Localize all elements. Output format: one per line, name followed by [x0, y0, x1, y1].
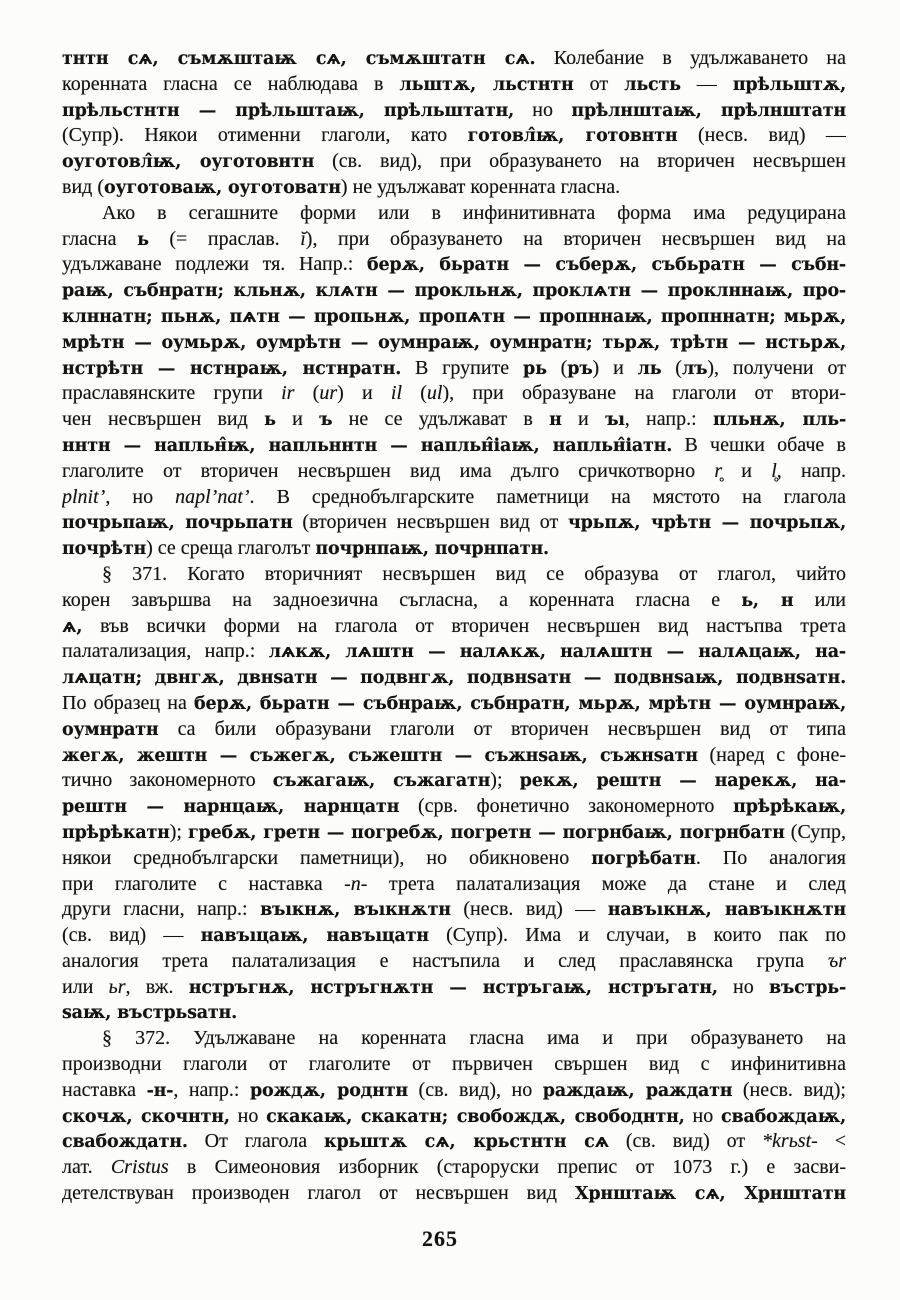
ocs-text: льсть: [624, 74, 681, 95]
body-text: § 372. Удължаване на коренната гласна има и при образуването на: [102, 1027, 846, 1050]
text-line: [62, 1026, 846, 1052]
italic-text: Cristus: [110, 1156, 169, 1179]
ocs-text: въıкнѫ, въıкнѫтн: [260, 900, 451, 921]
ocs-text: въстрь-: [768, 977, 846, 998]
body-text: корен завършва на задноезична съгласна, а коренната гласна е: [62, 588, 742, 611]
ocs-text: нстрѣтн — нстнраѭ, нстнратн.: [62, 358, 402, 379]
text-line: [62, 149, 846, 175]
body-text: ) не удължават коренната гласна.: [340, 175, 621, 198]
text-line: [62, 846, 846, 872]
text-line: [62, 665, 846, 691]
ocs-text: съжагаѭ, съжагатн: [272, 771, 491, 792]
body-text: ), при образуване на глаголи от втори-: [442, 382, 846, 405]
body-text: в Симеоновия изборник (староруски препис от 1073 г.) е засви-: [168, 1156, 846, 1179]
body-text: но: [717, 975, 769, 998]
ocs-text: пльнѫ, пль-: [712, 410, 846, 431]
body-text: , вж.: [125, 975, 189, 998]
body-text: (несв. вид);: [732, 1078, 846, 1101]
body-text: . По аналогия: [695, 846, 846, 869]
body-text: (наред с фоне-: [697, 743, 846, 766]
ocs-text: ѧ,: [62, 616, 83, 637]
ocs-text: лѧкѫ, лѧштн — налѧкѫ, налѧштн — налѧцаѭ, на-: [268, 642, 846, 663]
body-text: праславянските групи: [62, 382, 282, 405]
body-text: трета палатализация може да стане и след: [367, 872, 846, 895]
body-text: и: [561, 408, 606, 431]
ocs-text: ь: [137, 229, 149, 250]
ocs-text: нстръгнѫ, нстръгнѫтн — нстръгаѭ, нстръгатн,: [188, 977, 718, 998]
ocs-text: лъ: [681, 358, 708, 379]
text-line: [62, 175, 846, 201]
ocs-text: рештн — нарнцаѭ, нарнцатн: [62, 797, 400, 818]
ocs-text: гребѫ, гретн — погребѫ, погретн — погрнбаѭ, погрнбатн: [187, 822, 785, 843]
body-text: В групите: [401, 356, 524, 379]
text-line: [62, 536, 846, 562]
text-line: [62, 510, 846, 536]
ocs-text: прѣрѣкатн: [62, 822, 170, 843]
body-text: аналогия трета палатализация е настъпила и след праславянска група: [62, 949, 828, 972]
text-line: [62, 897, 846, 923]
body-text: удължаване подлежи тя. Напр.:: [62, 253, 367, 276]
ocs-text: ь: [264, 410, 276, 431]
ocs-text: почрьпаѭ, почрьпатн: [62, 513, 293, 534]
text-line: [62, 639, 846, 665]
italic-text: l̥: [771, 459, 777, 482]
body-text: от: [573, 72, 625, 95]
ocs-text: ъı: [605, 410, 625, 431]
body-text: и: [275, 408, 320, 431]
body-text: коренната гласна се наблюдава в: [62, 72, 400, 95]
ocs-text: оуготовл̂ѭ, оуготовнтн: [62, 152, 315, 173]
body-text: други гласни, напр.:: [62, 898, 261, 921]
body-text: (Супр). Някои отименни глаголи, като: [62, 124, 468, 147]
ocs-text: берѫ, бьратн — съберѫ, събьратн — събн-: [366, 255, 846, 276]
text-line: [62, 717, 846, 743]
text-line: [62, 975, 846, 1001]
body-text: В чешки обаче в: [672, 433, 846, 456]
text-line: [62, 743, 846, 769]
body-text: ), при образуването на вторичен несвършен вид на: [305, 227, 846, 250]
italic-text: ul: [426, 382, 443, 405]
ocs-text: рекѫ, рештн — нарекѫ, на-: [519, 771, 846, 792]
ocs-text: мрѣтн — оумьрѫ, оумрѣтн — оумнраѭ, оумнратн; тьрѫ, трѣтн — нстьрѫ,: [62, 332, 846, 353]
body-text: но: [513, 98, 572, 121]
ocs-text: ль: [637, 358, 662, 379]
ocs-text: прѣльштѫ,: [732, 74, 846, 95]
italic-text: -n-: [344, 872, 368, 895]
ocs-text: жегѫ, жештн — съжегѫ, съжештн — съжнѕаѭ, съжнѕатн: [62, 745, 698, 766]
body-text: или: [793, 588, 846, 611]
ocs-text: прѣльстнтн — прѣльштаѭ, прѣльштатн,: [62, 100, 514, 121]
ocs-text: скакаѭ, скакатн; свобождѫ, свободнтн,: [266, 1106, 685, 1127]
italic-text: ъr: [827, 949, 846, 972]
italic-text: *krьst-: [762, 1130, 818, 1153]
text-line: [62, 1052, 846, 1078]
text-line: [62, 485, 846, 511]
body-text: ), получени от: [707, 356, 846, 379]
body-text: Ако в сегашните форми или в инфинитивната форма има редуцирана: [102, 201, 846, 224]
text-line: [62, 1129, 846, 1155]
body-text: тично закономерното: [62, 769, 273, 792]
body-text: , напр.:: [173, 1078, 250, 1101]
body-text: (Супр). Има и случаи, в които пак по: [428, 924, 846, 947]
body-text: (вторичен несвършен вид от: [292, 511, 568, 534]
body-text: (Супр,: [784, 820, 846, 843]
text-line: [62, 1000, 846, 1026]
text-line: [62, 72, 846, 98]
body-text: § 371. Когато вторичният несвършен вид се образува от глагол, чийто: [102, 562, 846, 585]
ocs-text: почрѣтн: [62, 539, 147, 560]
ocs-text: чрьпѫ, чрѣтн — почрьпѫ,: [568, 513, 846, 534]
text-line: [62, 691, 846, 717]
ocs-text: навъıкнѫ, навъıкнѫтн: [607, 900, 846, 921]
text-line: [62, 407, 846, 433]
text-line: [62, 98, 846, 124]
body-text: при глаголите с наставка: [62, 872, 345, 895]
body-text: . В среднобългарските паметници на мястото на глагола: [249, 485, 846, 508]
body-text: (: [661, 356, 682, 379]
text-line: [62, 433, 846, 459]
text-line: [62, 46, 846, 72]
ocs-text: Хрнштаѭ сѧ, Хрнштатн: [574, 1184, 846, 1205]
body-text: (: [546, 356, 568, 379]
ocs-text: погрѣбатн: [591, 848, 696, 869]
ocs-text: ръ: [567, 358, 593, 379]
body-text: производни глаголи от глаголите от първичен свършен вид с инфинитивна: [62, 1053, 846, 1076]
ocs-text: почрнпаѭ, почрнпатн.: [315, 539, 549, 560]
body-text: От глагола: [187, 1130, 324, 1153]
ocs-text: свабождатн.: [62, 1132, 188, 1153]
text-line: [62, 278, 846, 304]
body-text: ) и: [337, 382, 391, 405]
body-text: (: [402, 382, 427, 405]
text-line: [62, 1181, 846, 1207]
text-line: [62, 252, 846, 278]
body-text: ) и: [592, 356, 638, 379]
body-text: (срв. фонетично закономерното: [399, 795, 734, 818]
ocs-text: клннатн; пьнѫ, пѧтн — пропьнѫ, пропѧтн — пропннаѭ, пропннатн; мьрѫ,: [62, 306, 846, 327]
text-line: [62, 123, 846, 149]
ocs-text: ъ: [319, 410, 333, 431]
ocs-text: прѣрѣкаѭ,: [733, 797, 846, 818]
ocs-text: берѫ, бьратн — събнраѭ, събнратн, мьрѫ, мрѣтн — оумнраѭ,: [194, 693, 846, 714]
italic-text: r̥: [714, 459, 723, 482]
body-text: , напр.: [776, 459, 846, 482]
text-line: [62, 562, 846, 588]
italic-text: il: [390, 382, 403, 405]
ocs-text: ь, н: [741, 590, 794, 611]
text-line: [62, 381, 846, 407]
body-text: във всички форми на глагола от вторичен несвършен вид настъпва трета: [82, 614, 846, 637]
text-line: [62, 588, 846, 614]
body-text: но: [684, 1104, 722, 1127]
text-line: [62, 872, 846, 898]
text-line: [62, 330, 846, 356]
ocs-text: оуготоваѭ, оуготоватн: [103, 177, 341, 198]
text-line: [62, 201, 846, 227]
ocs-text: тнтн сѧ, съмѫштаѭ сѧ, съмѫштатн сѧ.: [62, 49, 536, 69]
ocs-text: готовл̂ѭ, готовнтн: [467, 126, 678, 147]
body-text: , напр.:: [624, 408, 713, 431]
body-text: (= праслав.: [148, 227, 301, 250]
text-line: [62, 949, 846, 975]
italic-text: ьr: [108, 975, 126, 998]
page-number: 265: [422, 1226, 458, 1251]
text-line: [62, 459, 846, 485]
ocs-text: раѭ, събнратн; кльнѫ, клѧтн — прокльнѫ, проклѧтн — проклннаѭ, про-: [62, 281, 846, 302]
ocs-text: н: [549, 410, 562, 431]
ocs-text: оумнратн: [62, 719, 159, 740]
body-text: или: [62, 975, 109, 998]
body-text: (св. вид), при образуването на вторичен несвършен: [314, 150, 846, 173]
body-text: чен несвършен вид: [62, 408, 265, 431]
italic-text: plnit’: [62, 485, 106, 508]
body-text: не се удължават в: [332, 408, 550, 431]
text-line: [62, 304, 846, 330]
italic-text: ur: [319, 382, 338, 405]
ocs-text: рождѫ, роднтн: [249, 1080, 409, 1101]
text-line: [62, 1104, 846, 1130]
ocs-text: ннтн — напльн̂ѭ, напльннтн — напльн̂іаѭ, напльн̂іатн.: [62, 435, 673, 456]
body-text: , но: [105, 485, 176, 508]
body-text: някои среднобългарски паметници), но обикновено: [62, 846, 592, 869]
body-text: детелствуван производен глагол от несвършен вид: [62, 1182, 575, 1205]
body-text: (: [294, 382, 320, 405]
body-text: Колебание в удължаването на: [535, 47, 846, 69]
body-text: (св. вид) от: [608, 1130, 763, 1153]
body-text: палатализация, напр.:: [62, 640, 269, 663]
text-line: [62, 768, 846, 794]
text-line: [62, 227, 846, 253]
ocs-text: лѧцатн; двнгѫ, двнѕатн — подвнгѫ, подвнѕатн — подвнѕаѭ, подвнѕатн.: [62, 668, 846, 689]
italic-text: napl’nat’: [175, 485, 250, 508]
ocs-text: скочѫ, скочнтн,: [62, 1106, 230, 1127]
body-text: са били образувани глаголи от вторичен несвършен вид от типа: [158, 717, 846, 740]
body-text: ) се среща глаголът: [146, 537, 316, 560]
text-line: [62, 614, 846, 640]
ocs-text: ѕаѭ, въстрьѕатн.: [62, 1003, 238, 1024]
ocs-text: свабождаѭ,: [721, 1106, 846, 1127]
body-text: наставка: [62, 1078, 147, 1101]
body-text: но: [229, 1104, 267, 1127]
body-text: (св. вид) —: [62, 924, 201, 947]
page-text: [62, 46, 846, 1207]
text-line: [62, 820, 846, 846]
italic-text: ĭ: [300, 227, 306, 250]
body-text: <: [817, 1130, 846, 1153]
body-text: глаголите от вторичен несвършен вид има дълго сричкотворно: [62, 459, 715, 482]
text-line: [62, 1155, 846, 1181]
ocs-text: навъıцаѭ, навъıцатн: [200, 926, 429, 947]
text-line: [62, 1078, 846, 1104]
body-text: (св. вид), но: [408, 1078, 543, 1101]
body-text: —: [680, 72, 733, 95]
text-line: [62, 923, 846, 949]
body-text: и: [722, 459, 772, 482]
body-text: гласна: [62, 227, 138, 250]
body-text: );: [490, 769, 520, 792]
body-text: По образец на: [62, 691, 195, 714]
body-text: (несв. вид) —: [677, 124, 846, 147]
text-line: [62, 356, 846, 382]
text-line: [62, 794, 846, 820]
ocs-text: прѣлнштаѭ, прѣлнштатн: [571, 100, 846, 121]
body-text: );: [169, 820, 188, 843]
italic-text: ir: [281, 382, 295, 405]
ocs-text: раждаѭ, раждатн: [542, 1080, 733, 1101]
ocs-text: льштѫ, льстнтн: [399, 74, 574, 95]
body-text: (несв. вид) —: [450, 898, 608, 921]
ocs-text: -н-: [146, 1080, 174, 1101]
body-text: лат.: [62, 1156, 111, 1179]
ocs-text: крьштѫ сѧ, крьстнтн сѧ: [324, 1132, 609, 1153]
ocs-text: рь: [523, 358, 547, 379]
body-text: вид (: [62, 175, 104, 198]
